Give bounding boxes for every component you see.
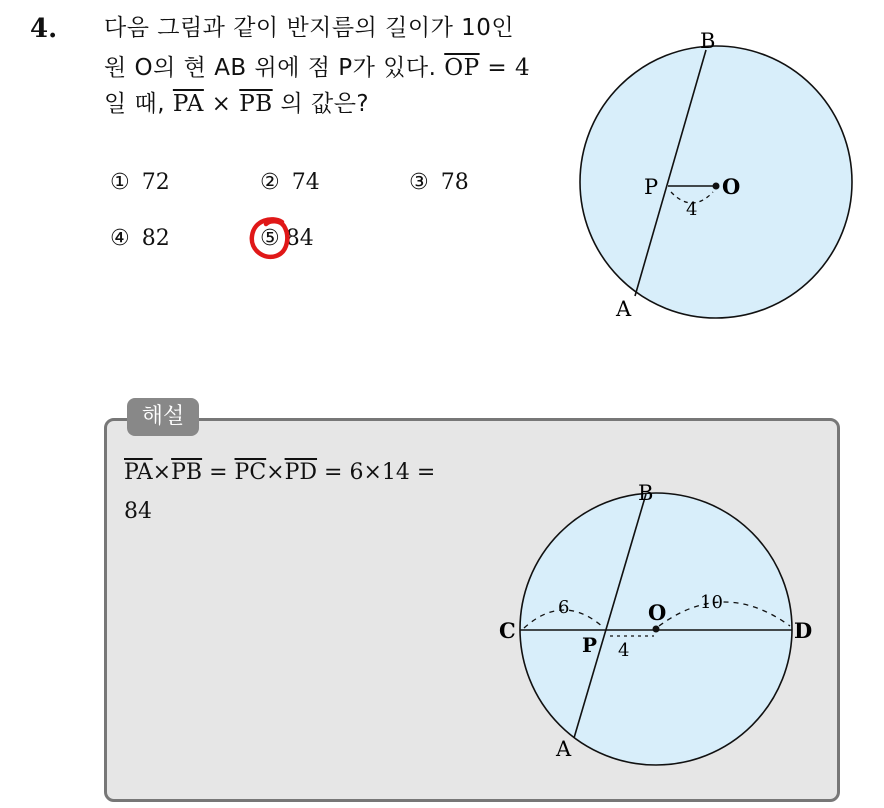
center-o-dot bbox=[713, 183, 720, 190]
choice-3-mark: ③ bbox=[409, 170, 429, 195]
choice-2-value: 74 bbox=[291, 170, 320, 195]
center-o-dot-solution bbox=[653, 626, 660, 633]
solution-tag: 해설 bbox=[127, 398, 199, 436]
label-p-solution: P bbox=[582, 633, 598, 657]
sol-segment-pd: $\overline{PD}$ bbox=[284, 460, 318, 485]
choice-2[interactable] bbox=[260, 170, 320, 195]
choice-3[interactable] bbox=[409, 170, 469, 195]
sol-segment-pb: $\overline{PB}$ bbox=[171, 460, 203, 485]
label-p: P bbox=[644, 175, 659, 199]
label-b-solution: B bbox=[638, 481, 654, 505]
segment-pa: $\overline{PA}$ bbox=[172, 91, 204, 117]
label-c: C bbox=[499, 618, 516, 643]
sol-equals-1: = bbox=[202, 460, 235, 485]
question-text-line-1: 다음 그림과 같이 반지름의 길이가 10인 bbox=[104, 15, 515, 41]
choice-4-value: 82 bbox=[141, 226, 170, 251]
choice-4[interactable] bbox=[110, 226, 170, 251]
choice-4-mark: ④ bbox=[110, 226, 130, 251]
segment-op: $\overline{OP}$ bbox=[444, 55, 480, 81]
label-a: A bbox=[616, 297, 632, 320]
question-text-line-3 bbox=[104, 88, 369, 120]
label-op-length-solution: 4 bbox=[618, 640, 630, 661]
question-text-line-3-lead: 일 때, bbox=[104, 91, 173, 117]
choice-2-mark: ② bbox=[260, 170, 280, 195]
times-sign: × bbox=[203, 91, 240, 117]
sol-times-2: × bbox=[266, 460, 285, 485]
choice-5-value: 84 bbox=[285, 226, 314, 251]
label-o-solution: O bbox=[648, 600, 667, 625]
label-d: D bbox=[794, 618, 813, 643]
op-value: = 4 bbox=[479, 55, 531, 81]
label-cp-length: 6 bbox=[558, 597, 570, 618]
label-a-solution: A bbox=[556, 737, 572, 761]
choice-3-value: 78 bbox=[440, 170, 469, 195]
figure-1-circle-diagram bbox=[576, 20, 860, 320]
solution-line-2: 84 bbox=[124, 499, 152, 524]
circle-o bbox=[580, 46, 852, 318]
question-number: 4. bbox=[30, 14, 58, 44]
sol-product: = 6×14 = bbox=[317, 460, 436, 485]
label-op-length: 4 bbox=[686, 199, 698, 220]
sol-times-1: × bbox=[152, 460, 172, 485]
choice-5-mark: ⑤ bbox=[260, 226, 280, 251]
answer-circle-mark bbox=[246, 214, 294, 262]
solution-line-1 bbox=[124, 460, 435, 485]
sol-segment-pc: $\overline{PC}$ bbox=[234, 460, 267, 485]
question-text-line-2-lead: 원 O의 현 AB 위에 점 P가 있다. bbox=[104, 55, 445, 81]
segment-pb: $\overline{PB}$ bbox=[239, 91, 273, 117]
figure-2-circle-diagram bbox=[494, 470, 824, 766]
choice-1-value: 72 bbox=[141, 170, 170, 195]
label-o: O bbox=[722, 174, 741, 199]
question-text-line-3-tail: 의 값은? bbox=[272, 91, 370, 117]
sol-segment-pa: $\overline{PA}$ bbox=[124, 460, 153, 485]
choice-1-mark: ① bbox=[110, 170, 130, 195]
choice-1[interactable] bbox=[110, 170, 170, 195]
label-od-length: 10 bbox=[700, 592, 723, 613]
question-text-line-2 bbox=[104, 52, 530, 84]
label-b: B bbox=[700, 29, 716, 53]
